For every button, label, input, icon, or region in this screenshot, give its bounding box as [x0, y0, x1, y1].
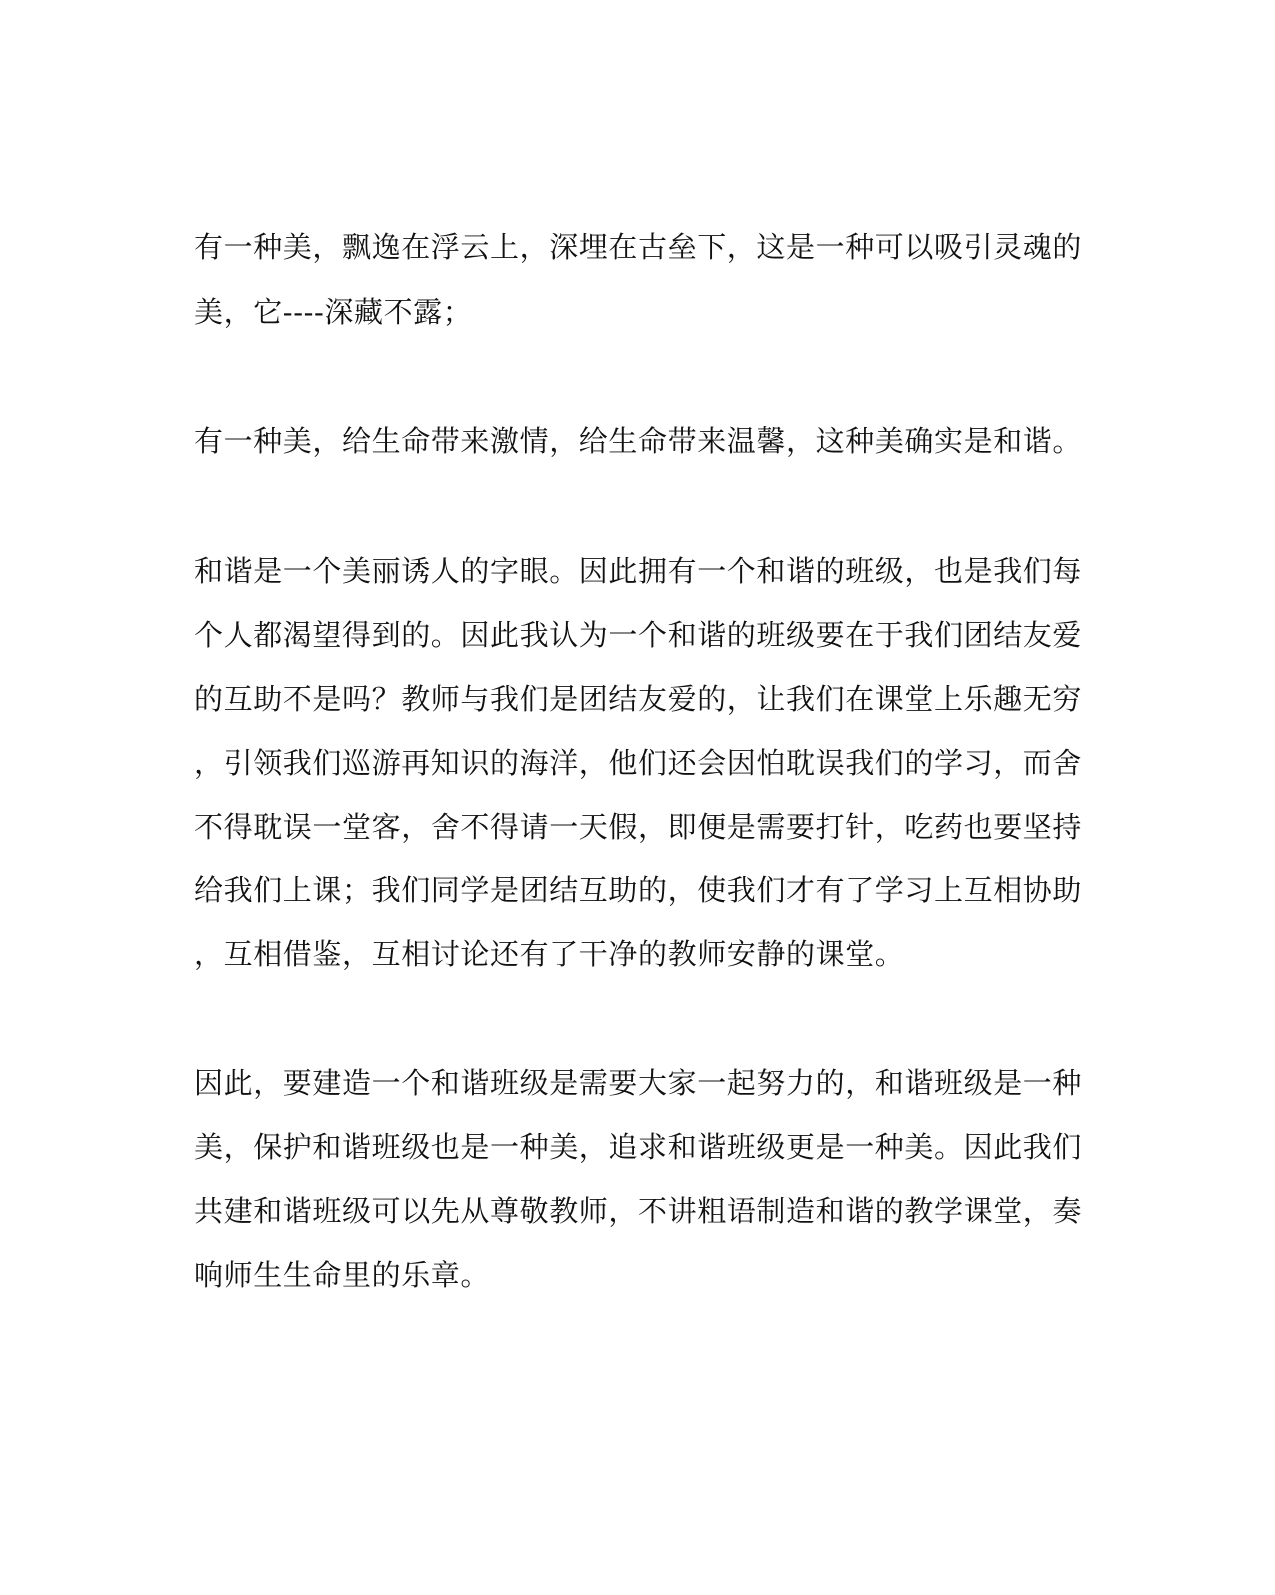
paragraph-3-line-1: 和谐是一个美丽诱人的字眼。因此拥有一个和谐的班级，也是我们每 [194, 554, 1083, 588]
paragraph-1-line-1: 有一种美，飘逸在浮云上，深埋在古垒下，这是一种可以吸引灵魂的 [194, 230, 1083, 264]
paragraph-4-line-1: 因此，要建造一个和谐班级是需要大家一起努力的，和谐班级是一种 [194, 1066, 1083, 1100]
paragraph-3-line-4: ，引领我们巡游再知识的海洋，他们还会因怕耽误我们的学习，而舍 [194, 746, 1083, 780]
paragraph-3-line-5: 不得耽误一堂客，舍不得请一天假，即便是需要打针，吃药也要坚持 [194, 810, 1083, 844]
paragraph-3-line-2: 个人都渴望得到的。因此我认为一个和谐的班级要在于我们团结友爱 [194, 618, 1083, 652]
paragraph-3-line-3: 的互助不是吗？教师与我们是团结友爱的，让我们在课堂上乐趣无穷 [194, 682, 1083, 716]
paragraph-3-line-7: ，互相借鉴，互相讨论还有了干净的教师安静的课堂。 [194, 937, 905, 971]
paragraph-4-line-2: 美，保护和谐班级也是一种美，追求和谐班级更是一种美。因此我们 [194, 1130, 1083, 1164]
paragraph-4-line-3: 共建和谐班级可以先从尊敬教师，不讲粗语制造和谐的教学课堂，奏 [194, 1194, 1083, 1228]
paragraph-2-line-1: 有一种美，给生命带来激情，给生命带来温馨，这种美确实是和谐。 [194, 424, 1083, 458]
paragraph-1-line-2: 美，它----深藏不露； [194, 295, 473, 329]
paragraph-3-line-6: 给我们上课；我们同学是团结互助的，使我们才有了学习上互相协助 [194, 873, 1083, 907]
paragraph-4-line-4: 响师生生命里的乐章。 [194, 1258, 491, 1292]
